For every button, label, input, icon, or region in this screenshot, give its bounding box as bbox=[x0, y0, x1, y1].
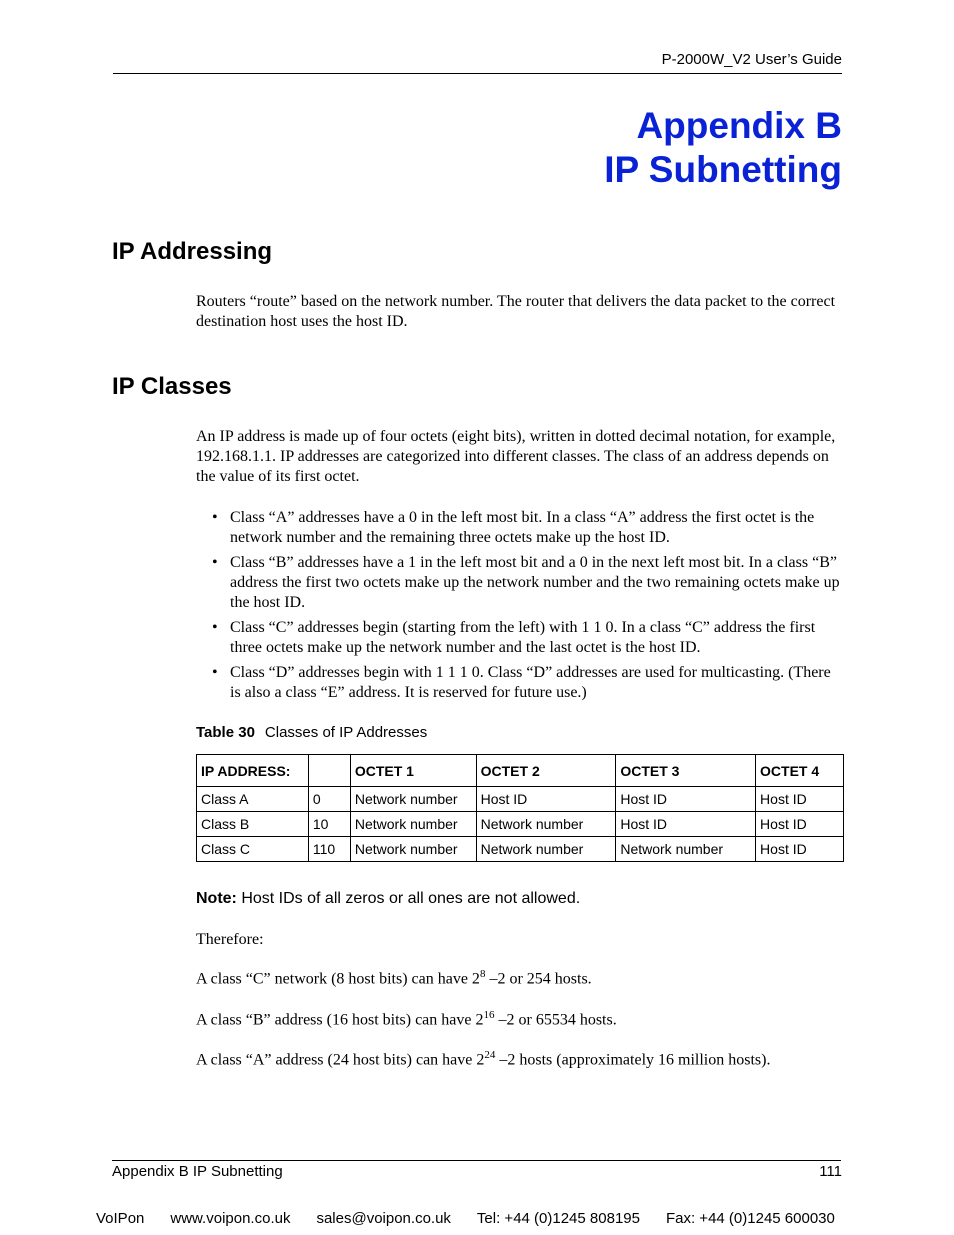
table-cell: Host ID bbox=[476, 787, 616, 812]
header-guide-title: P-2000W_V2 User’s Guide bbox=[661, 51, 842, 68]
class-bullet-list bbox=[212, 508, 844, 708]
bullet-text: Class “C” addresses begin (starting from the left) with 1 1 0. In a class “C” address the first three octets make up the network number and the last octet is the host ID. bbox=[230, 619, 816, 656]
table-cell: Network number bbox=[616, 837, 756, 862]
calc-text: A class “A” address (24 host bits) can have 2 bbox=[196, 1051, 485, 1069]
note bbox=[196, 890, 580, 908]
contact-email-link[interactable]: sales@voipon.co.uk bbox=[316, 1210, 451, 1227]
table-header-row bbox=[197, 755, 844, 787]
appendix-title: Appendix B bbox=[636, 105, 842, 146]
table-cell: Host ID bbox=[756, 837, 844, 862]
table-header-cell: OCTET 1 bbox=[350, 755, 476, 787]
contact-tel: Tel: +44 (0)1245 808195 bbox=[476, 1210, 640, 1227]
table-cell: Class B bbox=[197, 812, 309, 837]
footer-section-title: Appendix B IP Subnetting bbox=[112, 1163, 283, 1180]
footer-rule bbox=[112, 1160, 841, 1161]
bullet-text: Class “D” addresses begin with 1 1 1 0. Class “D” addresses are used for multicasting. (There is also a class “E” address. It is reserved for future use.) bbox=[230, 664, 831, 701]
table-header-cell: IP ADDRESS: bbox=[197, 755, 309, 787]
contact-website-link[interactable]: www.voipon.co.uk bbox=[170, 1210, 291, 1227]
table-cell: 0 bbox=[308, 787, 350, 812]
table-cell: Host ID bbox=[756, 812, 844, 837]
table-caption bbox=[196, 724, 427, 741]
calc-class-c bbox=[196, 968, 592, 988]
contact-company: VoIPon bbox=[96, 1210, 145, 1227]
table-header-cell: OCTET 4 bbox=[756, 755, 844, 787]
calc-text: –2 or 254 hosts. bbox=[485, 970, 592, 988]
calc-exponent: 24 bbox=[484, 1049, 496, 1061]
table-row bbox=[197, 812, 844, 837]
list-item bbox=[212, 663, 844, 703]
table-caption-text: Classes of IP Addresses bbox=[264, 724, 428, 741]
bullet-icon: • bbox=[212, 619, 218, 636]
appendix-subtitle: IP Subnetting bbox=[604, 149, 842, 190]
bullet-text: Class “B” addresses have a 1 in the left most bit and a 0 in the next left most bit. In a class “B” address the first two octets make up the network number and the two remaining octets make up the host ID. bbox=[230, 554, 840, 611]
calc-class-b bbox=[196, 1009, 617, 1029]
list-item bbox=[212, 553, 844, 613]
table-cell: Network number bbox=[350, 787, 476, 812]
paragraph-ip-addressing: Routers “route” based on the network number. The router that delivers the data packet to the correct destination host uses the host ID. bbox=[196, 293, 836, 330]
bullet-text: Class “A” addresses have a 0 in the left most bit. In a class “A” address the first octet is the network number and the remaining three octets make up the host ID. bbox=[230, 509, 815, 546]
therefore-text: Therefore: bbox=[196, 931, 264, 948]
table-cell: Network number bbox=[476, 812, 616, 837]
table-cell: Network number bbox=[476, 837, 616, 862]
table-header-cell: OCTET 2 bbox=[476, 755, 616, 787]
ip-classes-table bbox=[196, 754, 844, 862]
calc-class-a bbox=[196, 1049, 770, 1069]
calc-text: A class “B” address (16 host bits) can have 2 bbox=[196, 1011, 484, 1029]
bullet-icon: • bbox=[212, 554, 218, 571]
table-cell: Network number bbox=[350, 812, 476, 837]
bullet-icon: • bbox=[212, 664, 218, 681]
table-cell: Network number bbox=[350, 837, 476, 862]
paragraph-ip-classes: An IP address is made up of four octets (eight bits), written in dotted decimal notation, for example, 192.168.1.1. IP addresses are categorized into different classes. The class of an address depends on the value of its first octet. bbox=[196, 428, 836, 485]
calc-text: –2 or 65534 hosts. bbox=[494, 1011, 617, 1029]
table-cell: Host ID bbox=[756, 787, 844, 812]
table-header-cell: OCTET 3 bbox=[616, 755, 756, 787]
heading-ip-classes: IP Classes bbox=[112, 373, 232, 400]
table-row bbox=[197, 837, 844, 862]
note-label: Note: bbox=[196, 890, 237, 907]
table-cell: Host ID bbox=[616, 812, 756, 837]
calc-text: A class “C” network (8 host bits) can have 2 bbox=[196, 970, 480, 988]
list-item bbox=[212, 618, 844, 658]
table-cell: Host ID bbox=[616, 787, 756, 812]
table-cell: 110 bbox=[308, 837, 350, 862]
footer-page-number: 111 bbox=[819, 1163, 842, 1180]
header-rule bbox=[113, 73, 842, 74]
calc-exponent: 8 bbox=[479, 968, 486, 980]
table-row bbox=[197, 787, 844, 812]
calc-text: –2 hosts (approximately 16 million hosts). bbox=[495, 1051, 771, 1069]
table-cell: Class C bbox=[197, 837, 309, 862]
calc-exponent: 16 bbox=[483, 1009, 495, 1021]
contact-fax: Fax: +44 (0)1245 600030 bbox=[665, 1210, 835, 1227]
table-header-cell bbox=[308, 755, 350, 787]
table-cell: 10 bbox=[308, 812, 350, 837]
note-text: Host IDs of all zeros or all ones are not allowed. bbox=[236, 890, 581, 907]
bullet-icon: • bbox=[212, 509, 218, 526]
contact-bar bbox=[96, 1210, 835, 1227]
table-cell: Class A bbox=[197, 787, 309, 812]
table-caption-label: Table 30 bbox=[196, 724, 255, 741]
list-item bbox=[212, 508, 844, 548]
heading-ip-addressing: IP Addressing bbox=[112, 238, 273, 265]
